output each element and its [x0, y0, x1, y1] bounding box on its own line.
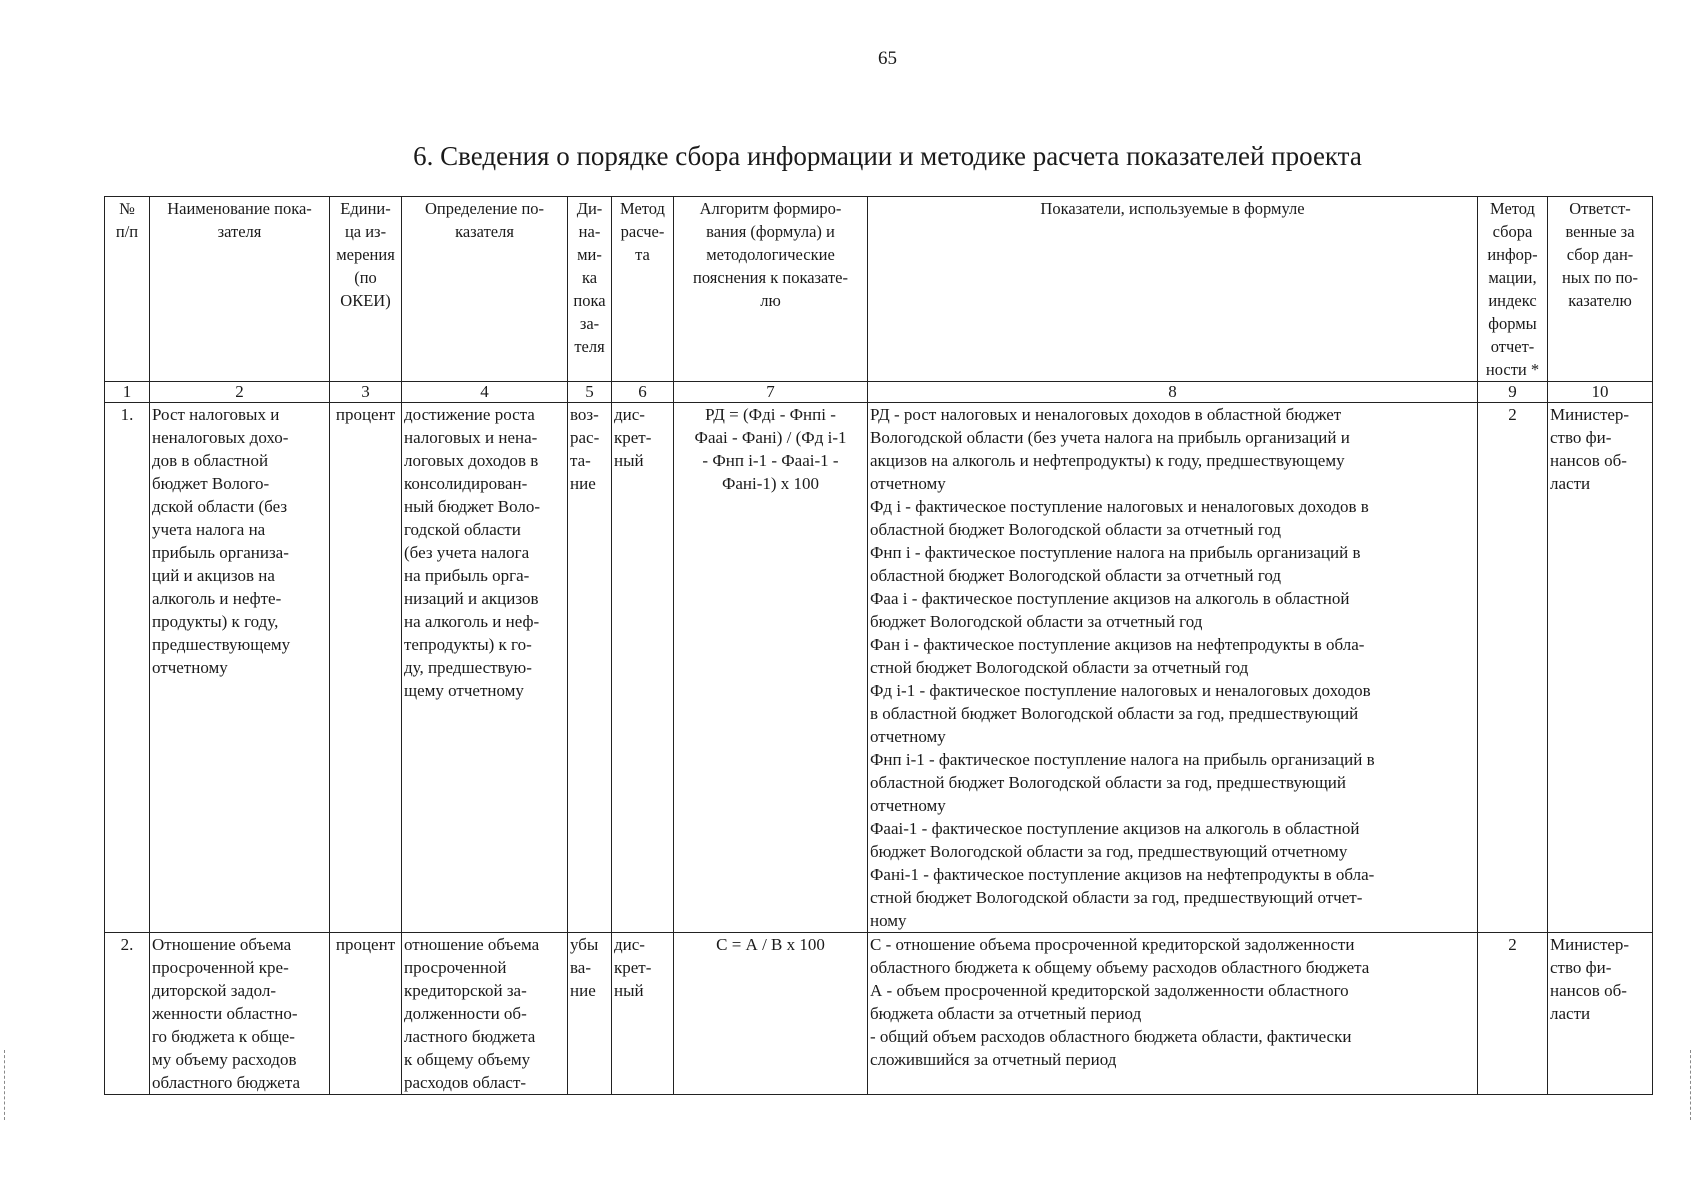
text-line: долженности об-	[404, 1004, 527, 1023]
text-line: расходов област-	[404, 1073, 527, 1092]
page-number: 65	[878, 48, 897, 69]
text-line: диторской задол-	[152, 981, 277, 1000]
text-line: пояснения к показате-	[693, 268, 848, 287]
text-line: отчетному	[870, 727, 946, 746]
text-line: Фд i-1 - фактическое поступление налоговых и неналоговых доходов	[870, 681, 1371, 700]
text-line: бюджет Волого-	[152, 474, 270, 493]
table-row	[105, 403, 1653, 933]
header-cell	[1478, 197, 1548, 382]
text-line: РД = (Фдi - Фнпi -	[705, 405, 836, 424]
text-line: Ответст-	[1569, 199, 1631, 218]
text-line: кредиторской за-	[404, 981, 527, 1000]
text-line: 1.	[120, 405, 134, 424]
text-line: женности областно-	[152, 1004, 298, 1023]
text-line: вания (формула) и	[706, 222, 835, 241]
text-line: С - отношение объема просроченной кредиторской задолженности	[870, 935, 1355, 954]
text-line: ние	[570, 474, 596, 493]
collection-method	[1478, 933, 1548, 1095]
right-margin-mark	[1690, 1050, 1692, 1120]
text-line: нансов об-	[1550, 451, 1627, 470]
table-row	[105, 933, 1653, 1095]
text-line: областного бюджета	[152, 1073, 301, 1092]
text-line: учета налога на	[152, 520, 266, 539]
text-line: - Фнп i-1 - Фааi-1 -	[702, 451, 839, 470]
header-cell	[568, 197, 612, 382]
text-line: Метод	[620, 199, 665, 218]
text-line: процент	[335, 935, 396, 954]
indicators-table	[104, 196, 1653, 1095]
text-line: Едини-	[340, 199, 391, 218]
formula-indicators	[868, 933, 1478, 1095]
text-line: ластного бюджета	[404, 1027, 536, 1046]
text-line: консолидирован-	[404, 474, 528, 493]
text-line: Фанi-1) х 100	[721, 474, 820, 493]
header-cell	[105, 197, 150, 382]
text-line: в областной бюджет Вологодской области за год, предшествующий	[870, 704, 1359, 723]
text-line: продукты) к году,	[152, 612, 279, 631]
indicator-name	[150, 933, 330, 1095]
text-line: Фаа i - фактическое поступление акцизов на алкоголь в областной	[870, 589, 1350, 608]
text-line: ный бюджет Воло-	[404, 497, 541, 516]
text-line: 2	[1508, 935, 1517, 954]
indicator-name	[150, 403, 330, 933]
text-line: п/п	[115, 222, 139, 241]
calculation-method	[612, 933, 674, 1095]
text-line: теля	[574, 337, 605, 356]
text-line: Фан i - фактическое поступление акцизов на нефтепродукты в обла-	[870, 635, 1365, 654]
text-line: му объему расходов	[152, 1050, 297, 1069]
text-line: ласти	[1550, 474, 1591, 493]
text-line: ций и акцизов на	[152, 566, 275, 585]
column-number: 5	[568, 382, 612, 403]
text-line: отношение объема	[404, 935, 540, 954]
column-number: 6	[612, 382, 674, 403]
text-line: №	[119, 199, 135, 218]
unit	[330, 403, 402, 933]
table-header-row	[105, 197, 1653, 382]
row-number	[105, 933, 150, 1095]
text-line: неналоговых дохо-	[152, 428, 289, 447]
text-line: ми-	[577, 245, 602, 264]
text-line: - общий объем расходов областного бюджета области, фактически	[870, 1027, 1352, 1046]
text-line: Отношение объема	[152, 935, 292, 954]
text-line: ство фи-	[1550, 428, 1612, 447]
text-line: Показатели, используемые в формуле	[1040, 199, 1305, 218]
text-line: ОКЕИ)	[340, 291, 391, 310]
text-line: дской области (без	[152, 497, 288, 516]
text-line: Фааi - Фанi) / (Фд i-1	[694, 428, 847, 447]
unit	[330, 933, 402, 1095]
text-line: Фааi-1 - фактическое поступление акцизов на алкоголь в областной	[870, 819, 1360, 838]
text-line: казателя	[455, 222, 514, 241]
text-line: (по	[354, 268, 377, 287]
text-line: ный	[614, 981, 644, 1000]
header-cell	[402, 197, 568, 382]
text-line: ство фи-	[1550, 958, 1612, 977]
definition	[402, 933, 568, 1095]
text-line: воз-	[570, 405, 599, 424]
text-line: ца из-	[344, 222, 387, 241]
text-line: та-	[570, 451, 591, 470]
text-line: С = А / В х 100	[716, 935, 825, 954]
text-line: за-	[579, 314, 600, 333]
collection-method	[1478, 403, 1548, 933]
text-line: сбор дан-	[1566, 245, 1634, 264]
text-line: зателя	[217, 222, 262, 241]
text-line: низаций и акцизов	[404, 589, 539, 608]
text-line: предшествующему	[152, 635, 291, 654]
text-line: индекс	[1488, 291, 1537, 310]
text-line: Фд i - фактическое поступление налоговых и неналоговых доходов в	[870, 497, 1369, 516]
text-line: ному	[870, 911, 907, 930]
text-line: бюджета области за отчетный период	[870, 1004, 1142, 1023]
text-line: акцизов на алкоголь и нефтепродукты) к году, предшествующему	[870, 451, 1345, 470]
text-line: на-	[578, 222, 601, 241]
text-line: Определение по-	[424, 199, 545, 218]
column-number: 8	[868, 382, 1478, 403]
text-line: (без учета налога	[404, 543, 530, 562]
column-number: 7	[674, 382, 868, 403]
text-line: алкоголь и нефте-	[152, 589, 282, 608]
text-line: крет-	[614, 428, 652, 447]
text-line: ва-	[570, 958, 592, 977]
text-line: бюджет Вологодской области за год, предшествующий отчетному	[870, 842, 1348, 861]
text-line: убы	[570, 935, 599, 954]
text-line: процент	[335, 405, 396, 424]
text-line: Фнп i - фактическое поступление налога на прибыль организаций в	[870, 543, 1361, 562]
text-line: отчет-	[1490, 337, 1535, 356]
text-line: венные за	[1565, 222, 1635, 241]
text-line: годской области	[404, 520, 521, 539]
text-line: тепродукты) к го-	[404, 635, 532, 654]
text-line: отчетному	[152, 658, 228, 677]
text-line: сбора	[1492, 222, 1533, 241]
text-line: Метод	[1490, 199, 1535, 218]
text-line: мерения	[336, 245, 395, 264]
header-cell	[330, 197, 402, 382]
text-line: Министер-	[1550, 405, 1630, 424]
column-number: 1	[105, 382, 150, 403]
left-margin-mark	[4, 1050, 6, 1120]
header-cell	[674, 197, 868, 382]
text-line: РД - рост налоговых и неналоговых доходов в областной бюджет	[870, 405, 1342, 424]
text-line: Наименование пока-	[167, 199, 312, 218]
text-line: формы	[1488, 314, 1537, 333]
column-number: 10	[1548, 382, 1653, 403]
text-line: нансов об-	[1550, 981, 1627, 1000]
text-line: ности *	[1485, 360, 1540, 379]
definition	[402, 403, 568, 933]
column-number-row	[105, 382, 1653, 403]
text-line: го бюджета к обще-	[152, 1027, 295, 1046]
text-line: Министер-	[1550, 935, 1630, 954]
text-line: Вологодской области (без учета налога на прибыль организаций и	[870, 428, 1350, 447]
text-line: бюджет Вологодской области за отчетный год	[870, 612, 1203, 631]
text-line: областной бюджет Вологодской области за год, предшествующий	[870, 773, 1346, 792]
text-line: пока	[573, 291, 606, 310]
row-number	[105, 403, 150, 933]
text-line: логовых доходов в	[404, 451, 539, 470]
header-cell	[612, 197, 674, 382]
text-line: Алгоритм формиро-	[699, 199, 842, 218]
column-number: 2	[150, 382, 330, 403]
text-line: методологические	[706, 245, 835, 264]
text-line: Фнп i-1 - фактическое поступление налога на прибыль организаций в	[870, 750, 1375, 769]
text-line: 2.	[120, 935, 134, 954]
text-line: казателю	[1568, 291, 1632, 310]
header-cell	[1548, 197, 1653, 382]
text-line: инфор-	[1487, 245, 1538, 264]
text-line: мации,	[1488, 268, 1537, 287]
text-line: ный	[614, 451, 644, 470]
text-line: отчетному	[870, 474, 946, 493]
text-line: стной бюджет Вологодской области за год, предшествующий отчет-	[870, 888, 1363, 907]
column-number: 3	[330, 382, 402, 403]
text-line: крет-	[614, 958, 652, 977]
responsible	[1548, 933, 1653, 1095]
calculation-method	[612, 403, 674, 933]
text-line: дис-	[614, 935, 645, 954]
text-line: на алкоголь и неф-	[404, 612, 540, 631]
text-line: Фанi-1 - фактическое поступление акцизов на нефтепродукты в обла-	[870, 865, 1375, 884]
text-line: областной бюджет Вологодской области за отчетный год	[870, 566, 1282, 585]
text-line: Ди-	[576, 199, 603, 218]
text-line: рас-	[570, 428, 600, 447]
text-line: 2	[1508, 405, 1517, 424]
formula	[674, 403, 868, 933]
dynamics	[568, 933, 612, 1095]
text-line: ду, предшествую-	[404, 658, 532, 677]
page-title: 6. Сведения о порядке сбора информации и методике расчета показателей проекта	[413, 141, 1362, 171]
text-line: А - объем просроченной кредиторской задолженности областного	[870, 981, 1349, 1000]
text-line: та	[635, 245, 650, 264]
column-number: 9	[1478, 382, 1548, 403]
text-line: дов в областной	[152, 451, 269, 470]
text-line: лю	[760, 291, 781, 310]
text-line: областного бюджета к общему объему расходов областного бюджета	[870, 958, 1370, 977]
text-line: просроченной	[404, 958, 507, 977]
text-line: ка	[581, 268, 598, 287]
dynamics	[568, 403, 612, 933]
formula	[674, 933, 868, 1095]
text-line: дис-	[614, 405, 645, 424]
column-number: 4	[402, 382, 568, 403]
text-line: прибыль организа-	[152, 543, 289, 562]
text-line: ных по по-	[1561, 268, 1639, 287]
formula-indicators	[868, 403, 1478, 933]
header-cell	[150, 197, 330, 382]
text-line: на прибыль орга-	[404, 566, 530, 585]
text-line: отчетному	[870, 796, 946, 815]
responsible	[1548, 403, 1653, 933]
text-line: областной бюджет Вологодской области за отчетный год	[870, 520, 1282, 539]
text-line: сложившийся за отчетный период	[870, 1050, 1117, 1069]
text-line: ние	[570, 981, 596, 1000]
text-line: ласти	[1550, 1004, 1591, 1023]
text-line: к общему объему	[404, 1050, 531, 1069]
text-line: достижение роста	[404, 405, 535, 424]
text-line: стной бюджет Вологодской области за отчетный год	[870, 658, 1249, 677]
text-line: просроченной кре-	[152, 958, 289, 977]
text-line: Рост налоговых и	[152, 405, 280, 424]
text-line: расче-	[620, 222, 665, 241]
text-line: щему отчетному	[404, 681, 524, 700]
header-cell	[868, 197, 1478, 382]
text-line: налоговых и нена-	[404, 428, 538, 447]
